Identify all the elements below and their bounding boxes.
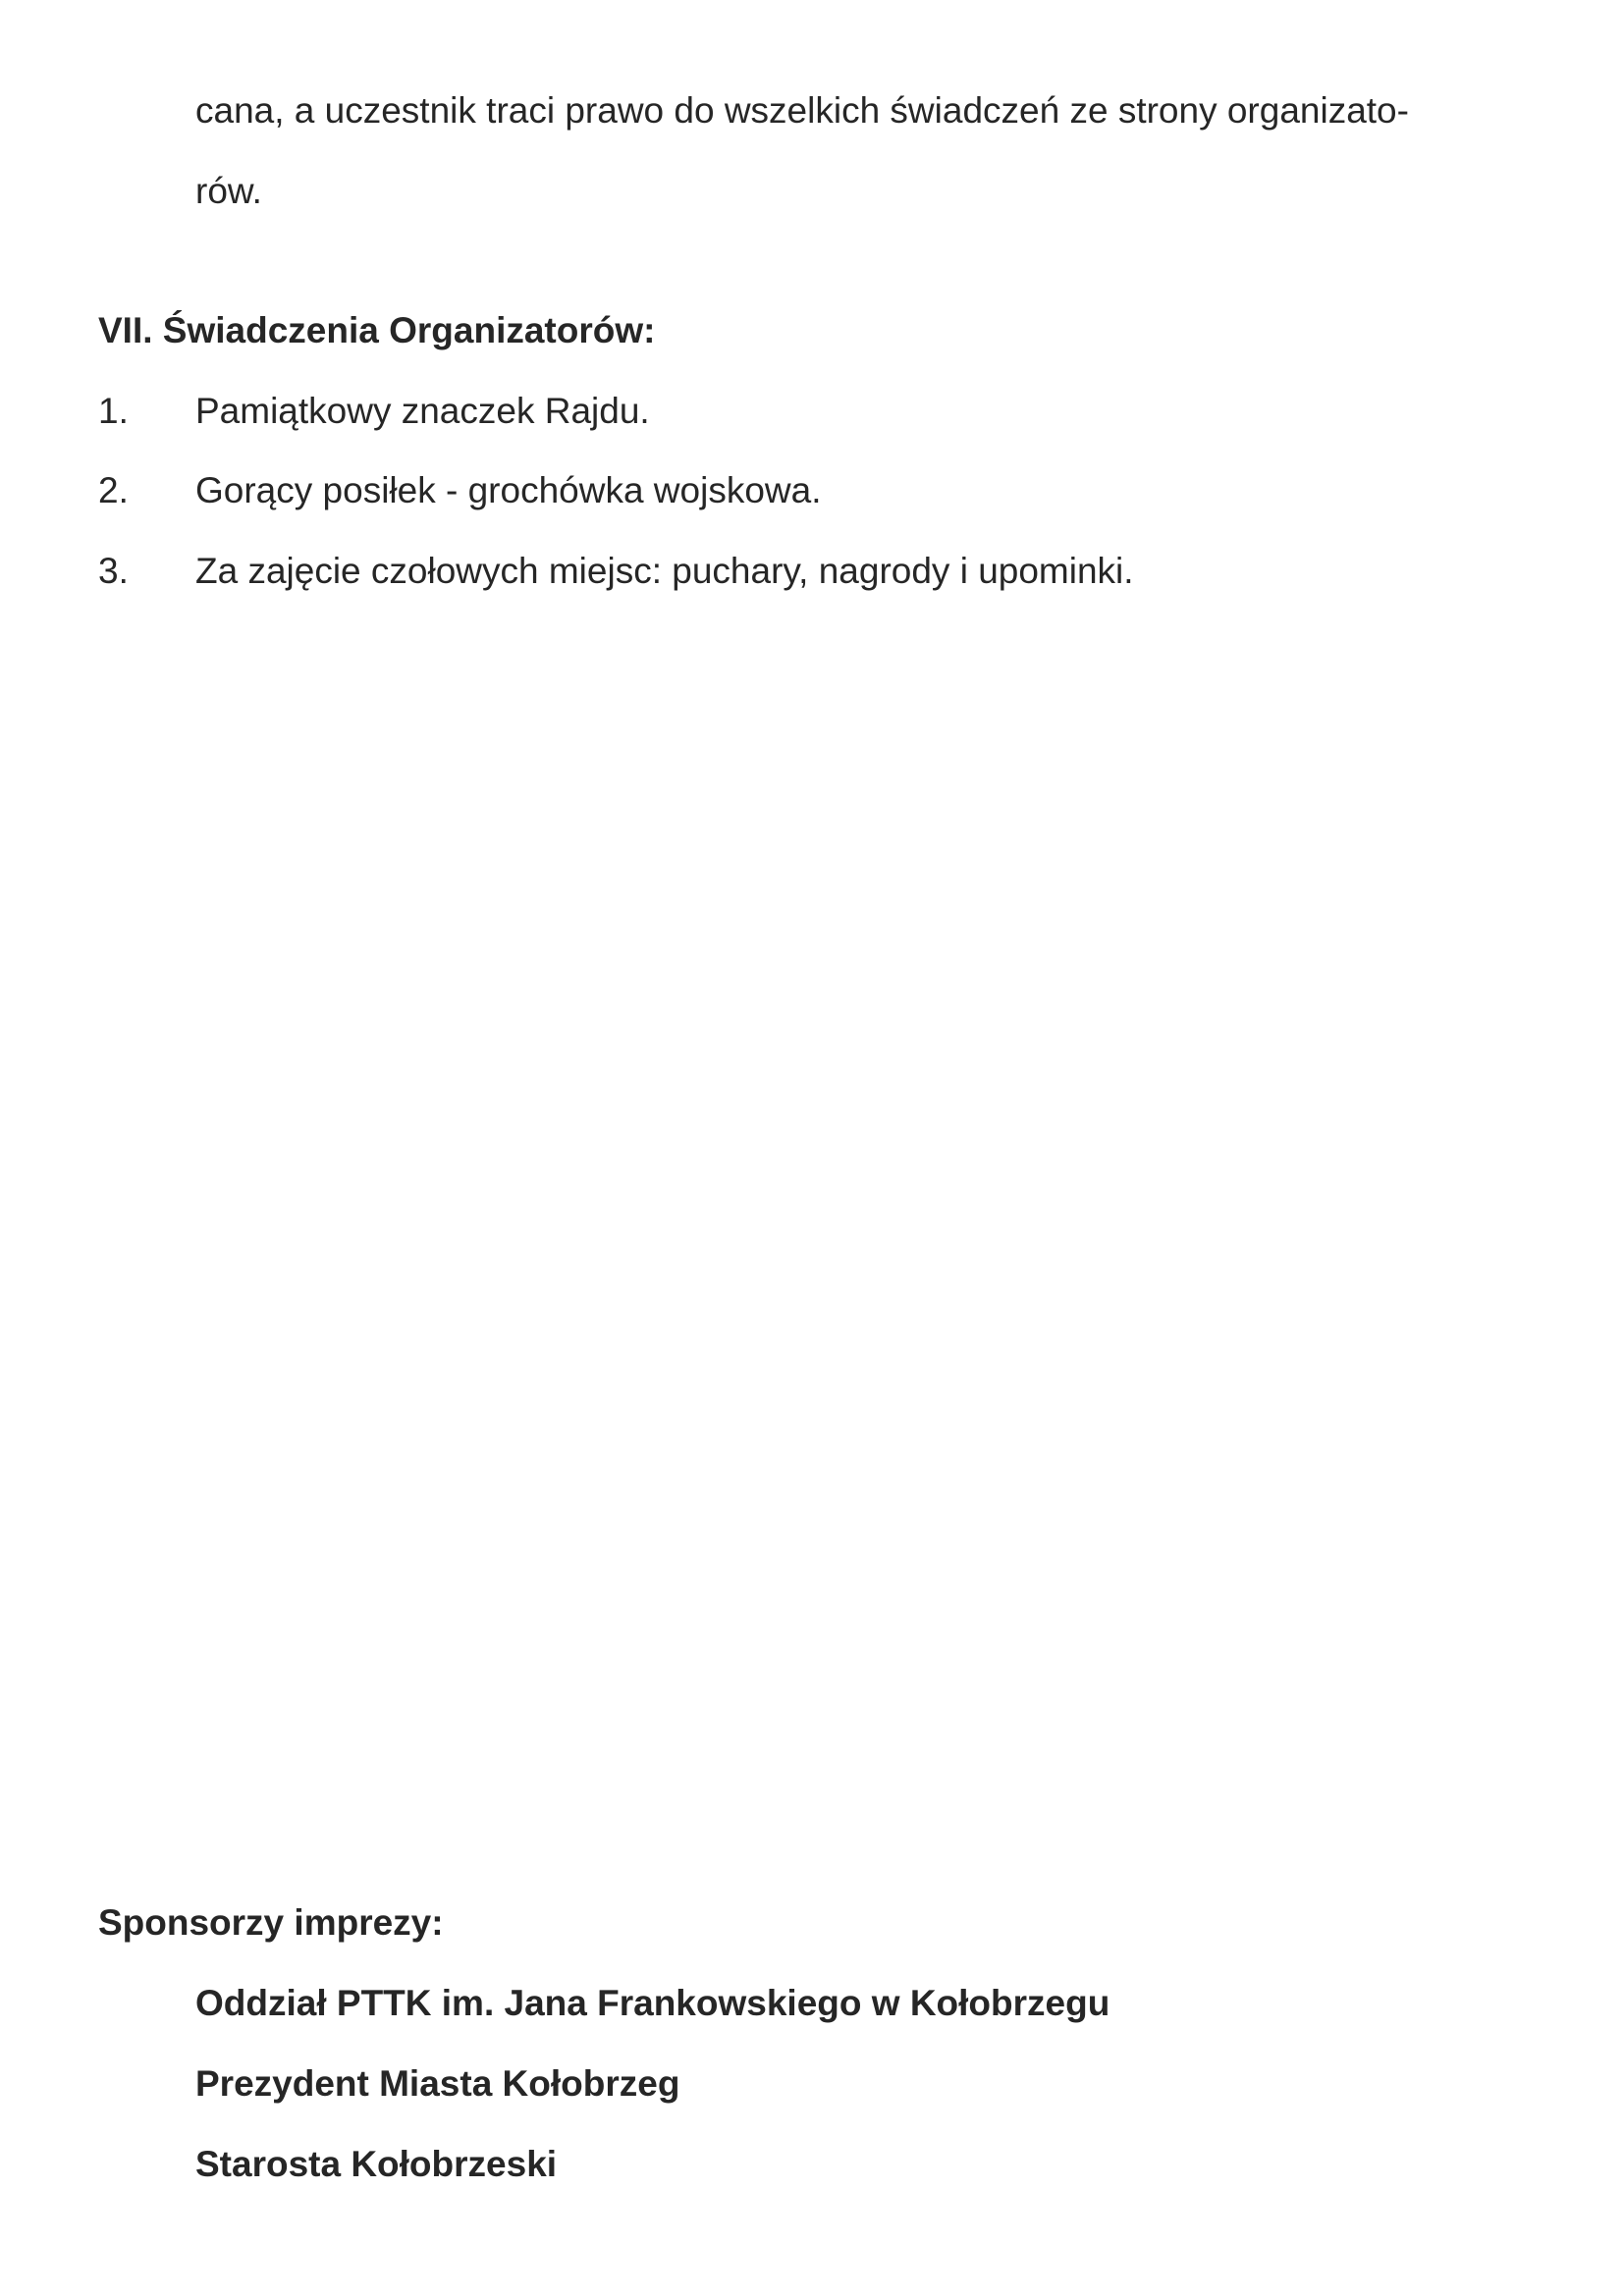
sponsors-heading: Sponsorzy imprezy:: [98, 1902, 444, 1943]
list-item-number: 1.: [98, 391, 129, 431]
list-item-text: Pamiątkowy znaczek Rajdu.: [195, 391, 650, 431]
list-item-text: Gorący posiłek - grochówka wojskowa.: [195, 470, 822, 510]
list-item-number: 3.: [98, 551, 129, 591]
paragraph-continuation-line-1: cana, a uczestnik traci prawo do wszelkich świadczeń ze strony organizato-: [195, 90, 1409, 131]
sponsor-item: Starosta Kołobrzeski: [195, 2144, 558, 2184]
section-heading: VII. Świadczenia Organizatorów:: [98, 310, 656, 350]
sponsor-item: Oddział PTTK im. Jana Frankowskiego w Kołobrzegu: [195, 1983, 1110, 2023]
list-item-number: 2.: [98, 470, 129, 510]
sponsor-item: Prezydent Miasta Kołobrzeg: [195, 2063, 680, 2104]
list-item-text: Za zajęcie czołowych miejsc: puchary, nagrody i upominki.: [195, 551, 1134, 591]
paragraph-continuation-line-2: rów.: [195, 171, 262, 211]
